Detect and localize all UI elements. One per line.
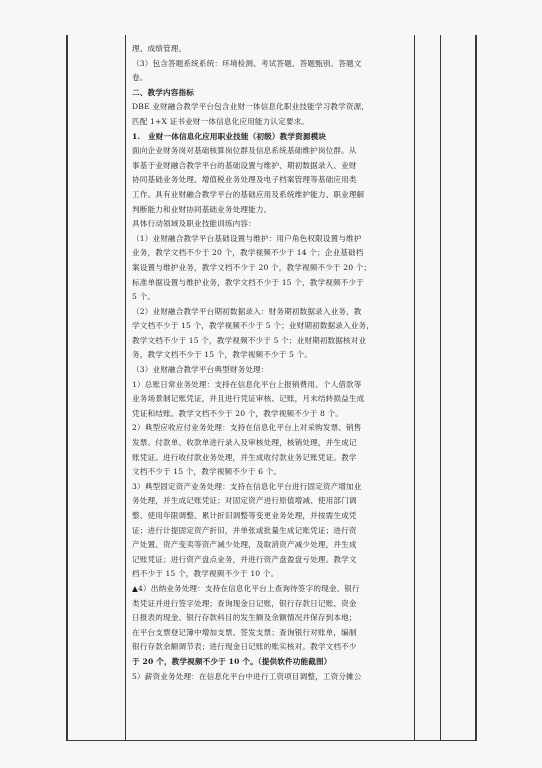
text-line: 案设置与维护业务，教学文档不少于 20 个，教学视频不少于 20 个；	[132, 262, 372, 272]
text-line: 产处置、资产变卖等资产减少处理，及取消资产减少处理，并生成	[132, 540, 357, 550]
text-line: 判断能力和业财协同基础业务处理能力。	[132, 204, 272, 214]
text-line: 具体行动领域及职业技能训练内容：	[132, 219, 256, 229]
text-line: 标准单据设置与维护业务，教学文档不少于 15 个，教学视频不少于	[132, 277, 364, 287]
table-border-bottom	[66, 740, 477, 741]
text-line: 1. 业财一体信息化应用职业技能（初级）教学资源模块	[132, 131, 327, 141]
text-line: 发票、付款单、收款单进行录入及审核处理，核销处理，并生成记	[132, 438, 357, 448]
text-line: 教学文档不少于 15 个，教学视频不少于 5 个；业财期初数据核对业	[132, 335, 367, 345]
text-line: 档不少于 15 个，教学视频不少于 10 个。	[132, 569, 279, 579]
text-line: 文档不少于 15 个，教学视频不少于 6 个。	[132, 467, 282, 477]
text-line: （1）业财融合教学平台基础设置与维护：用户角色权限设置与维护	[132, 233, 362, 243]
text-line: （3）包含答题系统系统：环境检测、考试答题、答题甄别、答题文	[132, 58, 362, 68]
text-line: 事基于业财融合教学平台的基础设置与维护、期初数据录入、业财	[132, 160, 357, 170]
text-line: 业务场景制记账凭证，并且进行凭证审核、记账，月末结转损益生成	[132, 394, 365, 404]
table-border-right	[475, 35, 477, 741]
text-line: 日报表的现金、银行存款科目的发生额及余额情况并保存到本地；	[132, 613, 357, 623]
text-line: 面向企业财务岗对基础核算岗位群及信息系统基础维护岗位群。从	[132, 146, 357, 156]
text-line: 于 20 个，教学视频不少于 10 个。（提供软件功能截图）	[132, 656, 332, 666]
text-line: 银行存款余额调节表；进行现金日记账的账实核对。教学文档不少	[132, 642, 357, 652]
text-line: 3）典型固定资产业务处理：支持在信息化平台进行固定资产增加业	[132, 481, 362, 491]
text-line: 协同基础业务处理、增值税业务处理及电子档案管理等基础应用类	[132, 175, 357, 185]
text-line: 工作。具有业财融合教学平台的基础应用及系统维护能力、职业理解	[132, 189, 365, 199]
text-line: 学文档不少于 15 个，教学视频不少于 5 个；业财期初数据录入业务，	[132, 321, 375, 331]
table-border-left	[66, 35, 68, 741]
text-line: （2）业财融合教学平台期初数据录入：财务期初数据录入业务，教	[132, 306, 362, 316]
text-line: 务，教学文档不少于 15 个，教学视频不少于 5 个。	[132, 350, 313, 360]
text-line: 卷。	[132, 73, 148, 83]
text-line: 匹配 1+X 证书业财一体信息化应用能力认定要求。	[132, 116, 310, 126]
text-line: 理、成绩管理。	[132, 44, 187, 53]
text-line: 二、教学内容指标	[132, 87, 194, 97]
text-line: 账凭证。进行收付款业务处理，并生成收付款业务记账凭证。教学	[132, 452, 357, 462]
text-line: 记账凭证；进行资产盘点业务，并进行资产盘盈盘亏处理。教学文	[132, 554, 357, 564]
text-line: 5 个。	[132, 292, 156, 302]
text-line: 务处理，并生成记账凭证；对固定资产进行原值增减、使用部门调	[132, 496, 357, 506]
text-line: 证；进行计提固定资产折旧，并单张或批量生成记账凭证；进行资	[132, 525, 357, 535]
text-line: 2）典型应收应付业务处理：支持在信息化平台上对采购发票、销售	[132, 423, 362, 433]
table-col-divider-3	[440, 35, 441, 741]
cell-content	[132, 42, 412, 684]
text-line: （3）业财融合教学平台典型财务处理：	[132, 365, 269, 375]
table-col-divider-1	[125, 35, 126, 741]
text-line: DBE 业财融合教学平台包含业财一体信息化职业技能学习教学资源，	[132, 102, 370, 112]
text-line: 1）总账日常业务处理：支持在信息化平台上报销费用、个人借款等	[132, 379, 362, 389]
text-line: 凭证和结账。教学文档不少于 20 个，教学视频不少于 8 个。	[132, 408, 344, 418]
table-col-divider-2	[414, 35, 415, 741]
text-line: 类凭证并进行签字处理；查询现金日记账，银行存款日记账、资金	[132, 598, 357, 608]
text-line: 业务，教学文档不少于 20 个，教学视频不少于 14 个；企业基础档	[132, 248, 364, 258]
text-line: 整、使用年限调整、累计折旧调整等变更业务处理，并按需生成凭	[132, 511, 357, 520]
text-line: ▲4）出纳业务处理：支持在信息化平台上查询待签字的现金、银行	[132, 583, 360, 593]
text-line: 5）薪资业务处理：在信息化平台中进行工资项目调整，工资分摊公	[132, 671, 362, 681]
text-line: 在平台支票登记簿中增加支票、签发支票；查询银行对账单，编制	[132, 627, 357, 637]
